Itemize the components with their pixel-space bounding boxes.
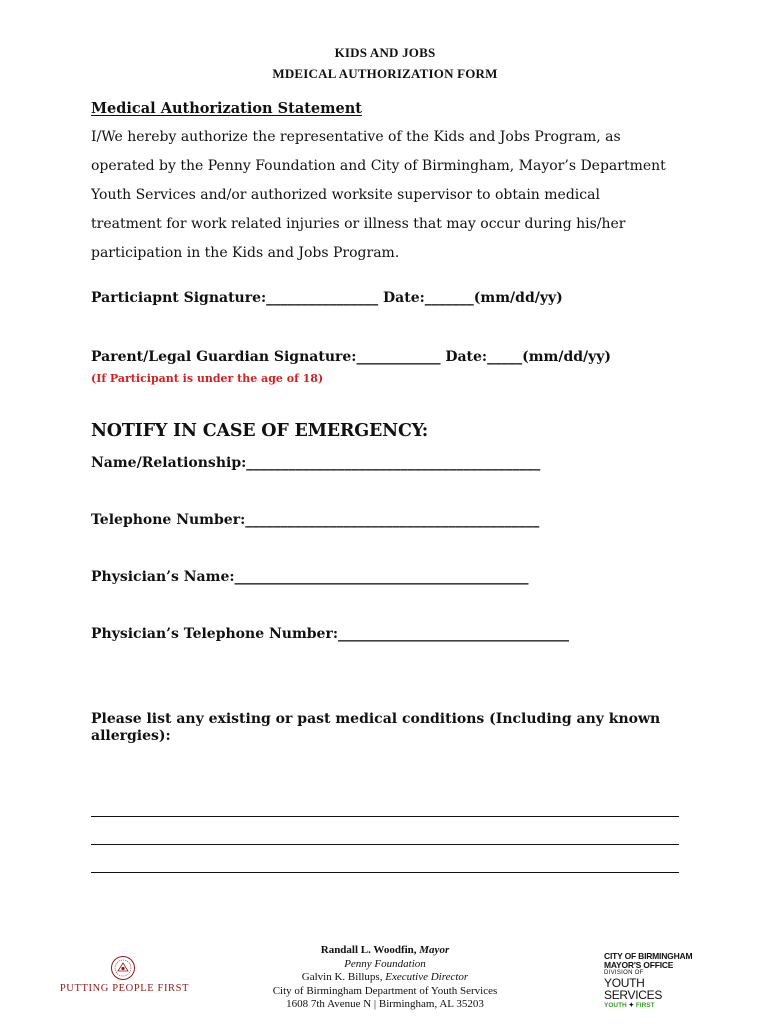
conditions-prompt: Please list any existing or past medical conditions (Including any known allergies): xyxy=(91,711,661,744)
right-logo-youth: YOUTH xyxy=(604,1002,627,1009)
conditions-line[interactable] xyxy=(91,872,679,873)
mayor-name: Randall L. Woodfin, xyxy=(320,944,417,956)
director-title: Executive Director xyxy=(385,971,469,983)
statement-body: I/We hereby authorize the representative of the Kids and Jobs Program, as operated by the Penny Foundation and City of Birmingham, Mayor’s Department Youth Services and/or authorized worksite supervisor to obtain medical treatment for work related injuries or illness that may occur during his/her participation in the Kids and Jobs Program. xyxy=(91,129,666,261)
statement-heading: Medical Authorization Statement xyxy=(91,100,362,117)
right-logo-line4: YOUTH SERVICES xyxy=(604,976,663,1002)
physician-name-field[interactable]: Physician’s Name:__________________________________________ xyxy=(91,569,529,585)
conditions-line[interactable] xyxy=(91,844,679,845)
right-logo-line2: MAYOR'S OFFICE xyxy=(604,960,674,970)
putting-people-first-logo xyxy=(52,955,197,1000)
form-title-line1: KIDS AND JOBS xyxy=(334,45,436,60)
physician-telephone-field[interactable]: Physician’s Telephone Number:_________________________________ xyxy=(91,626,570,642)
right-logo-line1: CITY OF BIRMINGHAM xyxy=(604,951,693,961)
right-logo-line3: DIVISION OF xyxy=(604,970,644,976)
name-relationship-field[interactable]: Name/Relationship:__________________________________________ xyxy=(91,455,541,471)
emergency-heading: NOTIFY IN CASE OF EMERGENCY: xyxy=(91,421,429,441)
right-logo-first: FIRST xyxy=(635,1002,655,1009)
conditions-line[interactable] xyxy=(91,816,679,817)
people-icon: ✦ xyxy=(628,1002,635,1009)
right-logo-tagline xyxy=(604,1001,694,1010)
telephone-field[interactable]: Telephone Number:__________________________________________ xyxy=(91,512,540,528)
guardian-signature-field[interactable]: Parent/Legal Guardian Signature:____________ Date:_____(mm/dd/yy) xyxy=(91,349,612,365)
director-name: Galvin K. Billups, xyxy=(301,971,383,983)
footer-org: Penny Foundation xyxy=(344,957,426,970)
footer-address-block xyxy=(230,944,540,1012)
footer-address: 1608 7th Avenue N | Birmingham, AL 35203 xyxy=(286,998,484,1010)
form-title-line2: MDEICAL AUTHORIZATION FORM xyxy=(272,66,498,81)
youth-services-logo xyxy=(604,951,694,1009)
footer-department: City of Birmingham Department of Youth Services xyxy=(272,984,498,997)
left-logo-text: PUTTING PEOPLE FIRST xyxy=(59,983,190,994)
participant-signature-field[interactable]: Particiapnt Signature:________________ Date:_______(mm/dd/yy) xyxy=(91,290,563,306)
guardian-note: (If Participant is under the age of 18) xyxy=(91,372,324,385)
mayor-title: Mayor xyxy=(419,944,450,956)
city-seal-icon xyxy=(110,955,136,981)
